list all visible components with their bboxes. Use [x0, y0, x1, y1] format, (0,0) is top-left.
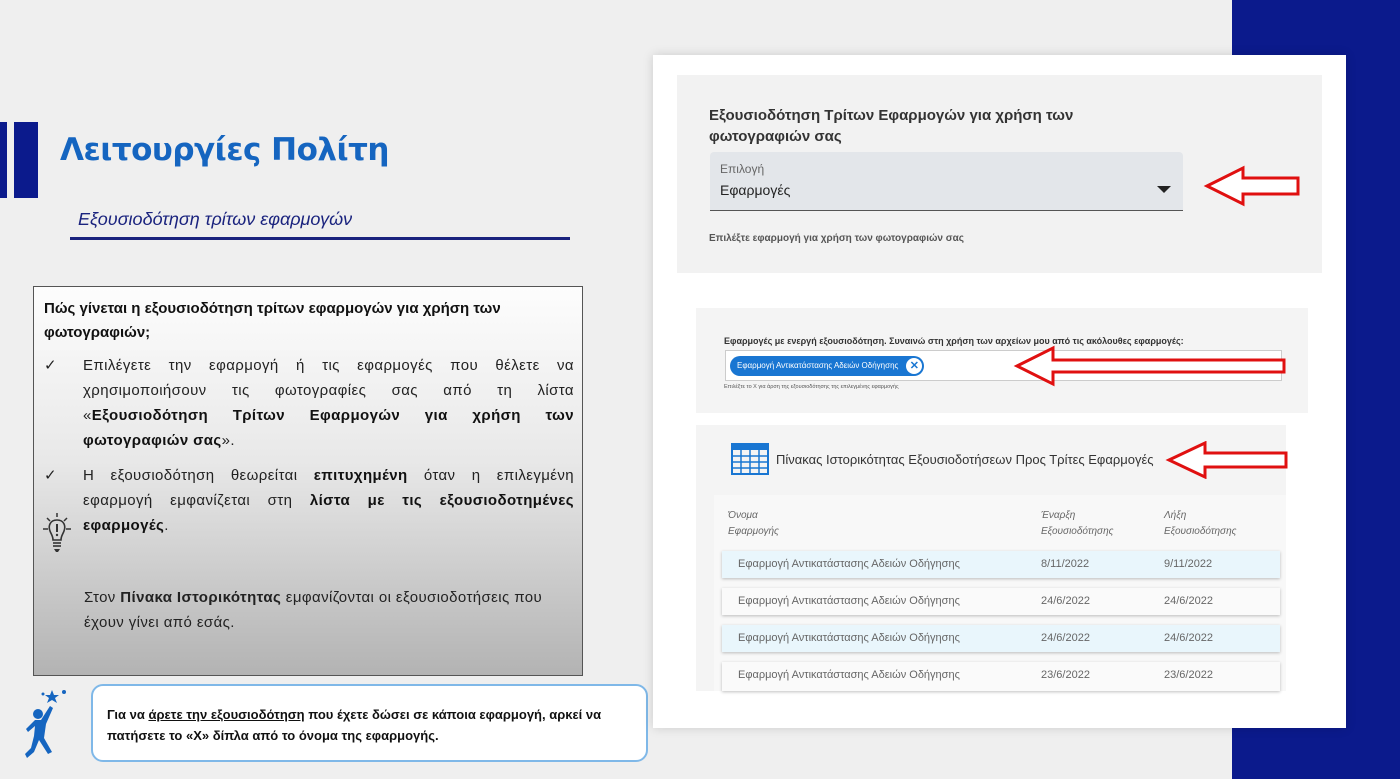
- select-help-text: Επιλέξτε εφαρμογή για χρήση των φωτογραφιών σας: [709, 233, 964, 244]
- check-icon: ✓: [44, 466, 57, 484]
- check-icon: ✓: [44, 356, 57, 374]
- runner-icon: [22, 686, 70, 766]
- chip-help-text: Επιλέξτε το Χ για άρση της εξουσιοδότησης της επιλεγμένης εφαρμογής: [724, 384, 899, 390]
- lightbulb-icon: [40, 513, 74, 555]
- history-note: Στον Πίνακα Ιστορικότητας εμφανίζονται οι εξουσιοδοτήσεις που έχουν γίνει από εσάς.: [84, 589, 543, 631]
- cell-start: 24/6/2022: [1041, 632, 1090, 644]
- cell-start: 24/6/2022: [1041, 595, 1090, 607]
- cell-start: 8/11/2022: [1041, 558, 1090, 570]
- authorization-panel-title: Εξουσιοδότηση Τρίτων Εφαρμογών για χρήση των φωτογραφιών σας: [709, 107, 1074, 145]
- cell-end: 9/11/2022: [1164, 558, 1213, 570]
- title-accent-bar-1: [0, 122, 7, 198]
- page-title: Λειτουργίες Πολίτη: [60, 132, 389, 168]
- cell-end: 23/6/2022: [1164, 669, 1213, 681]
- history-table: [714, 495, 1286, 691]
- cell-end: 24/6/2022: [1164, 595, 1213, 607]
- active-authorizations-title: Εφαρμογές με ενεργή εξουσιοδότηση. Συναινώ στη χρήση των αρχείων μου από τις ακόλουθες εφαρμογές:: [724, 336, 1184, 346]
- page-subtitle: Εξουσιοδότηση τρίτων εφαρμογών: [78, 209, 353, 229]
- table-icon: [731, 443, 769, 475]
- info-question: Πώς γίνεται η εξουσιοδότηση τρίτων εφαρμογών για χρήση των φωτογραφιών;: [44, 300, 501, 341]
- caret-down-icon[interactable]: [1157, 186, 1171, 193]
- bullet-text: Επιλέγετε την εφαρμογή ή τις εφαρμογές που θέλετε να χρησιμοποιήσουν τις φωτογραφίες σας από τη λίστα «Εξουσιοδότηση Τρίτων Εφαρμογών για χρήση των φωτογραφιών σας».: [83, 357, 574, 449]
- table-row[interactable]: [722, 588, 1280, 615]
- cell-name: Εφαρμογή Αντικατάστασης Αδειών Οδήγησης: [738, 632, 960, 644]
- title-accent-bar-2: [14, 122, 38, 198]
- bullet-success: [44, 463, 574, 538]
- cell-start: 23/6/2022: [1041, 669, 1090, 681]
- table-row[interactable]: [722, 662, 1280, 691]
- cell-name: Εφαρμογή Αντικατάστασης Αδειών Οδήγησης: [738, 669, 960, 681]
- cell-name: Εφαρμογή Αντικατάστασης Αδειών Οδήγησης: [738, 595, 960, 607]
- bullet-select-app: [44, 353, 574, 453]
- apps-select[interactable]: [710, 152, 1183, 211]
- cell-end: 24/6/2022: [1164, 632, 1213, 644]
- select-value: Εφαρμογές: [720, 182, 791, 198]
- chip-label: Εφαρμογή Αντικατάστασης Αδειών Οδήγησης: [737, 361, 899, 370]
- table-row[interactable]: [722, 625, 1280, 652]
- info-box: [33, 286, 583, 676]
- history-panel-title: Πίνακας Ιστορικότητας Εξουσιοδοτήσεων Προς Τρίτες Εφαρμογές: [776, 452, 1154, 467]
- col-header-end: Λήξη Εξουσιοδότησης: [1164, 510, 1237, 537]
- authorized-app-chip[interactable]: [730, 356, 924, 376]
- select-label: Επιλογή: [720, 162, 765, 176]
- app-screenshot: [653, 55, 1346, 728]
- subtitle-underline: [70, 237, 570, 240]
- close-icon[interactable]: ✕: [906, 358, 922, 374]
- bullet-text: Η εξουσιοδότηση θεωρείται επιτυχημένη όταν η επιλεγμένη εφαρμογή εμφανίζεται στη λίστα με τις εξουσιοδοτημένες εφαρμογές.: [83, 467, 574, 534]
- remove-authorization-note: Για να άρετε την εξουσιοδότηση που έχετε δώσει σε κάποια εφαρμογή, αρκεί να πατήσετε το «Χ» δίπλα από το όνομα της εφαρμογής.: [91, 684, 648, 762]
- table-row[interactable]: [722, 551, 1280, 578]
- arrow-left-icon: [1165, 441, 1291, 479]
- col-header-start: Έναρξη Εξουσιοδότησης: [1041, 510, 1114, 537]
- col-header-name: Όνομα Εφαρμογής: [728, 510, 779, 537]
- cell-name: Εφαρμογή Αντικατάστασης Αδειών Οδήγησης: [738, 558, 960, 570]
- arrow-left-icon: [1013, 345, 1289, 387]
- arrow-left-icon: [1203, 165, 1303, 207]
